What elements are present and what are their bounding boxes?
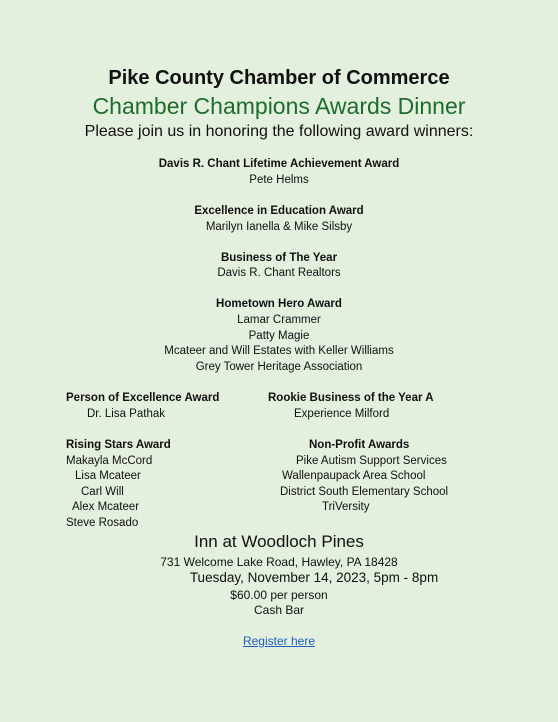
award-winner: Wallenpaupack Area School [282, 470, 426, 482]
award-winner: Dr. Lisa Pathak [87, 408, 165, 420]
venue-name: Inn at Woodloch Pines [194, 532, 364, 551]
award-winner: Pete Helms [249, 174, 309, 186]
org-title: Pike County Chamber of Commerce [108, 67, 450, 89]
cash-bar: Cash Bar [253, 603, 305, 617]
award-title-education: Excellence in Education Award [194, 205, 364, 217]
award-winner: TriVersity [322, 501, 370, 513]
venue-address: 731 Welcome Lake Road, Hawley, PA 18428 [160, 555, 398, 569]
award-title-business: Business of The Year [220, 252, 338, 264]
award-title-lifetime: Davis R. Chant Lifetime Achievement Award [158, 158, 400, 170]
award-title-hero: Hometown Hero Award [216, 298, 342, 310]
invite-text: Please join us in honoring the following award winners: [84, 123, 474, 140]
award-winner: Patty Magie [248, 330, 310, 342]
award-winner: Pike Autism Support Services [296, 455, 447, 467]
award-winner: Makayla McCord [66, 455, 153, 467]
award-winner: Alex Mcateer [72, 501, 140, 513]
event-title: Chamber Champions Awards Dinner [92, 93, 466, 119]
award-title-nonprofit: Non-Profit Awards [309, 439, 410, 451]
award-title-person: Person of Excellence Award [66, 392, 220, 404]
award-winner: District South Elementary School [280, 486, 449, 498]
award-winner: Grey Tower Heritage Association [195, 361, 363, 373]
award-title-rookie: Rookie Business of the Year A [268, 392, 434, 404]
event-datetime: Tuesday, November 14, 2023, 5pm - 8pm [189, 570, 439, 585]
award-winner: Mcateer and Will Estates with Keller Williams [164, 345, 394, 357]
award-winner: Experience Milford [294, 408, 390, 420]
award-title-rising: Rising Stars Award [66, 439, 171, 451]
ticket-price: $60.00 per person [230, 588, 328, 602]
register-link[interactable]: Register here [242, 634, 316, 648]
award-winner: Carl Will [81, 486, 124, 498]
award-winner: Steve Rosado [66, 517, 139, 529]
award-winner: Marilyn Ianella & Mike Silsby [205, 221, 353, 233]
award-winner: Lisa Mcateer [75, 470, 141, 482]
award-winner: Davis R. Chant Realtors [217, 267, 341, 279]
award-winner: Lamar Crammer [237, 314, 321, 326]
